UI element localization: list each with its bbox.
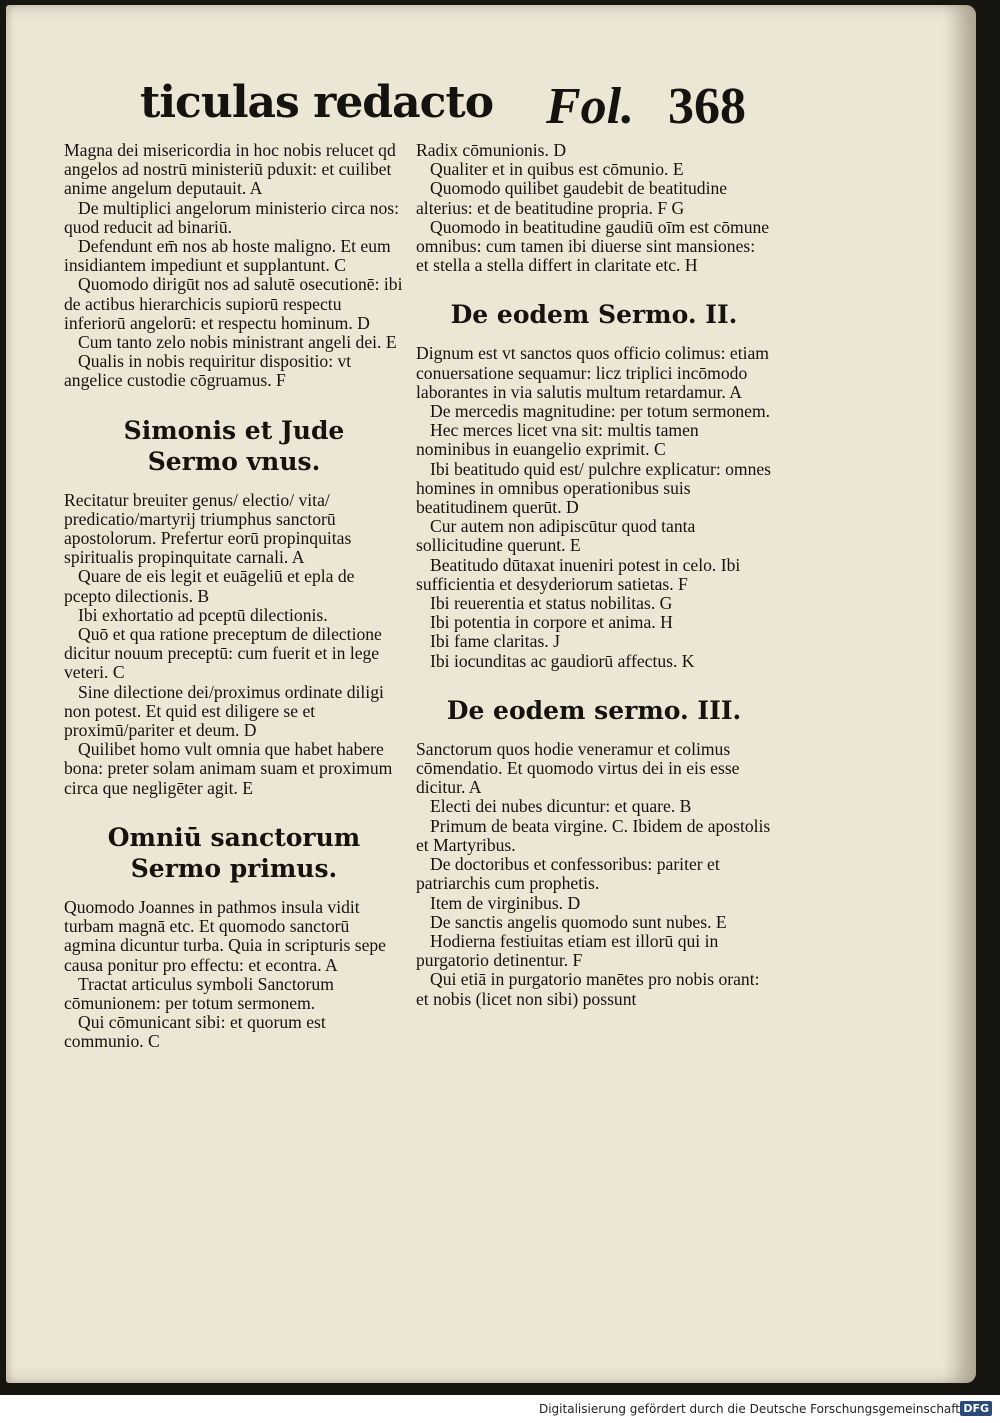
- page-edge-shadow: [942, 5, 976, 1383]
- list-item: Quomodo dirigūt nos ad salutē osecutionē: ibi de actibus hierarchicis supiorū respectu inferiorū angelorū: et respectu hominum. D: [64, 274, 403, 333]
- list-item: Quomodo in beatitudine gaudiū oīm est cōmune omnibus: cum tamen ibi diuerse sint mansiones: et stella a stella differt in claritate etc. H: [416, 216, 770, 276]
- section-heading-line: Simonis et Jude: [123, 415, 345, 445]
- running-head: ticulas redacto: [140, 77, 494, 128]
- list-item: De mercedis magnitudine: per totum sermonem.: [430, 401, 771, 422]
- list-item: Ibi reuerentia et status nobilitas. G: [430, 593, 673, 614]
- list-item: Sanctorum quos hodie veneramur et colimus cōmendatio. Et quomodo virtus dei in eis esse dicitur. A: [416, 738, 740, 798]
- list-item: Beatitudo dūtaxat inueniri potest in celo. Ibi sufficientia et desyderiorum satietas. F: [416, 554, 741, 594]
- list-item: Quilibet homo vult omnia que habet habere bona: preter solam animam suam et proximum circa que negligēter agit. E: [64, 739, 393, 798]
- list-item: Quomodo quilibet gaudebit de beatitudine alterius: et de beatitudine propria. F G: [416, 178, 728, 218]
- list-item: Quomodo Joannes in pathmos insula vidit turbam magnā etc. Et quomodo sanctorū agmina dicuntur turba. Quia in scripturis sepe causa ponitur pro effectu: et econtra. A: [64, 896, 386, 975]
- list-item: Ibi exhortatio ad pceptū dilectionis.: [78, 604, 328, 625]
- list-item: Ibi potentia in corpore et anima. H: [430, 612, 673, 633]
- dfg-logo: DFG: [960, 1401, 992, 1416]
- page-header: [128, 77, 768, 147]
- list-item: De multiplici angelorum ministerio circa nos: quod reducit ad binariū.: [64, 197, 400, 237]
- list-item: Qualis in nobis requiritur dispositio: vt angelice custodie cōgruamus. F: [64, 351, 352, 391]
- list-item: Quō et qua ratione preceptum de dilectione dicitur nouum preceptū: cum fuerit et in lege veteri. C: [64, 624, 382, 683]
- left-column: [64, 141, 404, 1052]
- list-item: Electi dei nubes dicuntur: et quare. B: [430, 796, 692, 817]
- list-item: Sine dilectione dei/proximus ordinate diligi non potest. Et quid est diligere se et proximū/pariter et deum. D: [64, 681, 384, 741]
- list-item: Qui cōmunicant sibi: et quorum est communio. C: [64, 1012, 326, 1052]
- section-heading-line: De eodem Sermo. II.: [450, 300, 738, 330]
- list-item: Magna dei misericordia in hoc nobis relucet qd angelos ad nostrū ministeriū pduxit: et cuilibet anime angelum deputauit. A: [64, 140, 396, 199]
- section-heading-sermo-iii: [416, 695, 772, 726]
- list-item: Dignum est vt sanctos quos officio colimus: etiam conuersatione sequamur: licz triplici incōmodo laborantes in via salutis multum retardamur. A: [416, 343, 769, 402]
- digitization-footer: [0, 1395, 1000, 1423]
- section-heading-simonis-jude: [64, 415, 404, 477]
- section-heading-line: Sermo primus.: [130, 853, 338, 883]
- list-item: Defendunt em̄ nos ab hoste maligno. Et eum insidiantem impediunt et supplantunt. C: [64, 236, 391, 276]
- list-item: De sanctis angelis quomodo sunt nubes. E: [430, 911, 727, 932]
- list-item: Primum de beata virgine. C. Ibidem de apostolis et Martyribus.: [416, 815, 771, 855]
- list-item: Qualiter et in quibus est cōmunio. E: [430, 159, 684, 180]
- list-item: Cur autem non adipiscūtur quod tanta sollicitudine querunt. E: [416, 516, 696, 556]
- list-item: Quare de eis legit et euāgeliū et epla de pcepto dilectionis. B: [64, 566, 355, 606]
- list-item: Ibi fame claritas. J: [430, 631, 560, 652]
- list-item: Tractat articulus symboli Sanctorum cōmunionem: per totum sermonem.: [64, 973, 334, 1013]
- list-item: Recitatur breuiter genus/ electio/ vita/ predicatio/martyrij triumphus sanctorū apostolorum. Prefertur eorū propinquitas spiritualis propinquitate carnali. A: [64, 489, 352, 568]
- folio-number: 368: [668, 78, 746, 135]
- list-item: Hec merces licet vna sit: multis tamen nominibus in euangelio exprimit. C: [416, 420, 699, 460]
- book-page: [6, 5, 976, 1383]
- right-column: [416, 141, 772, 1009]
- list-item: De doctoribus et confessoribus: pariter et patriarchis cum prophetis.: [416, 854, 720, 894]
- section-heading-line: Sermo vnus.: [147, 446, 321, 476]
- section-heading-sermo-ii: [416, 299, 772, 330]
- list-item: Hodierna festiuitas etiam est illorū qui in purgatorio detinentur. F: [416, 930, 719, 971]
- list-item: Ibi iocunditas ac gaudiorū affectus. K: [430, 650, 695, 671]
- list-item: Cum tanto zelo nobis ministrant angeli dei. E: [78, 332, 397, 353]
- funding-notice: Digitalisierung gefördert durch die Deutsche Forschungsgemeinschaft: [538, 1402, 960, 1416]
- section-heading-line: Omniū sanctorum: [107, 822, 361, 852]
- list-item: Item de virginibus. D: [430, 892, 581, 913]
- list-item: Ibi beatitudo quid est/ pulchre explicatur: omnes homines in omnibus operationibus suis beatitudinem querūt. D: [416, 458, 772, 518]
- list-item: Radix cōmunionis. D: [416, 140, 567, 160]
- folio-label: Fol.: [546, 78, 635, 135]
- list-item: Qui etiā in purgatorio manētes pro nobis orant: et nobis (licet non sibi) possunt: [416, 969, 760, 1009]
- section-heading-line: De eodem sermo. III.: [446, 695, 742, 725]
- section-heading-omnium-sanctorum: [64, 822, 404, 884]
